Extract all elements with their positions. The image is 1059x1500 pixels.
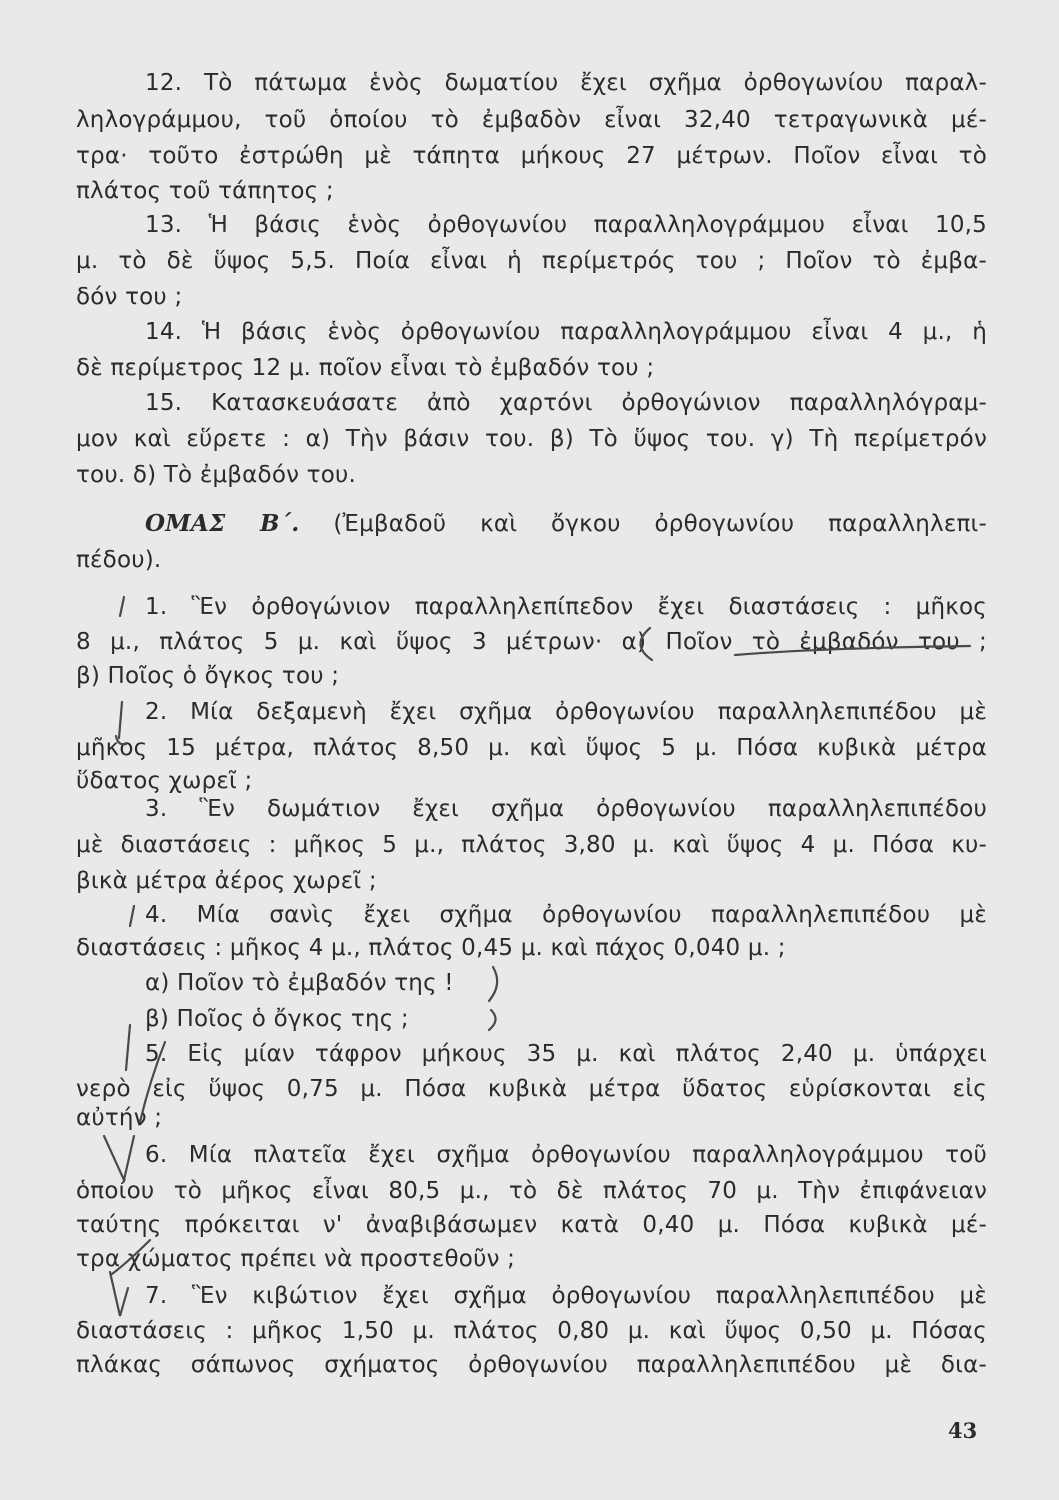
item-b2-text-1: Μία δεξαμενὴ ἔχει σχῆμα ὀρθογωνίου παραλληλεπιπέδου μὲ — [190, 699, 987, 725]
item-b3-line-2: μὲ διαστάσεις : μῆκος 5 μ., πλάτος 3,80 μ. καὶ ὕψος 4 μ. Πόσα κυ- — [76, 832, 987, 858]
item-b7-line-2: διαστάσεις : μῆκος 1,50 μ. πλάτος 0,80 μ. καὶ ὕψος 0,50 μ. Πόσας — [76, 1318, 987, 1344]
pencil-check-b6 — [104, 1136, 134, 1180]
item-12-text-1: Τὸ πάτωμα ἑνὸς δωματίου ἔχει σχῆμα ὀρθογωνίου παραλ- — [203, 70, 987, 96]
item-12-line-2: ληλογράμμου, τοῦ ὁποίου τὸ ἐμβαδὸν εἶναι 32,40 τετραγωνικὰ μέ- — [76, 107, 987, 133]
group-b-title-1: (Ἐμβαδοῦ καὶ ὄγκου ὀρθογωνίου παραλληλεπι- — [333, 511, 988, 537]
item-b1-line-3: β) Ποῖος ὁ ὄγκος του ; — [76, 663, 340, 689]
group-b-label: ΟΜΑΣ Β΄. — [145, 510, 300, 537]
item-b4-line-2: διαστάσεις : μῆκος 4 μ., πλάτος 0,45 μ. καὶ πάχος 0,040 μ. ; — [76, 935, 786, 961]
item-14-number: 14. — [145, 319, 183, 345]
item-b1-line-2: 8 μ., πλάτος 5 μ. καὶ ὕψος 3 μέτρων· α) Ποῖον τὸ ἐμβαδόν του ; — [76, 629, 987, 655]
item-b3-number: 3. — [145, 796, 168, 822]
item-15-number: 15. — [145, 390, 183, 416]
pencil-brace-b4 — [489, 967, 497, 1001]
item-14-line-2: δὲ περίμετρος 12 μ. ποῖον εἶναι τὸ ἐμβαδόν του ; — [76, 355, 655, 381]
item-b4-number: 4. — [145, 902, 168, 928]
item-b6-text-1: Μία πλατεῖα ἔχει σχῆμα ὀρθογωνίου παραλληλογράμμου τοῦ — [188, 1142, 987, 1168]
item-b2-line-3: ὕδατος χωρεῖ ; — [76, 768, 253, 794]
item-15-text-1: Κατασκευάσατε ἀπὸ χαρτόνι ὀρθογώνιον παραλληλόγραμ- — [211, 390, 988, 416]
item-15-line-3: του. δ) Τὸ ἐμβαδόν του. — [76, 462, 356, 488]
item-13-number: 13. — [145, 212, 183, 238]
item-b7-text-1: Ἓν κιβώτιον ἔχει σχῆμα ὀρθογωνίου παραλληλεπιπέδου μὲ — [191, 1283, 987, 1309]
pencil-slash-b6 — [112, 1240, 150, 1274]
item-b6-number: 6. — [145, 1142, 168, 1168]
pencil-paren-b1 — [640, 628, 652, 660]
item-b5-line-3: αὐτήν ; — [76, 1105, 163, 1131]
item-b7-number: 7. — [145, 1283, 168, 1309]
item-b4-line-4: β) Ποῖος ὁ ὄγκος της ; — [145, 1006, 409, 1032]
item-b1-text-1: Ἓν ὀρθογώνιον παραλληλεπίπεδον ἔχει διαστάσεις : μῆκος — [191, 594, 988, 620]
item-12-line-3: τρα· τοῦτο ἐστρώθη μὲ τάπητα μήκους 27 μέτρων. Ποῖον εἶναι τὸ — [76, 143, 987, 169]
pencil-check-b7 — [110, 1272, 128, 1316]
item-b6-line-3: ταύτης πρόκειται ν' ἀναβιβάσωμεν κατὰ 0,40 μ. Πόσα κυβικὰ μέ- — [76, 1212, 987, 1238]
item-12-line-4: πλάτος τοῦ τάπητος ; — [76, 178, 334, 204]
pencil-tick-b4 — [130, 906, 134, 926]
item-b5-line-2: νερὸ εἰς ὕψος 0,75 μ. Πόσα κυβικὰ μέτρα ὕδατος εὑρίσκονται εἰς — [76, 1076, 987, 1102]
group-b-heading-line-2: πέδου). — [76, 547, 162, 573]
item-b1-number: 1. — [145, 594, 168, 620]
item-b3-text-1: Ἓν δωμάτιον ἔχει σχῆμα ὀρθογωνίου παραλληλεπιπέδου — [199, 796, 987, 822]
item-13-line-3: δόν του ; — [76, 284, 183, 310]
item-b4-line-3: α) Ποῖον τὸ ἐμβαδόν της ! — [145, 970, 454, 996]
pencil-tick-b1 — [120, 597, 124, 616]
page-number: 43 — [948, 1418, 978, 1443]
pencil-tick-b2 — [116, 702, 126, 744]
pencil-underline-b1 — [735, 646, 970, 655]
item-b7-line-3: πλάκας σάπωνος σχήματος ὀρθογωνίου παραλληλεπιπέδου μὲ δια- — [76, 1352, 987, 1378]
item-b3-line-3: βικὰ μέτρα ἀέρος χωρεῖ ; — [76, 868, 377, 894]
item-15-line-2: μον καὶ εὕρετε : α) Τὴν βάσιν του. β) Τὸ ὕψος του. γ) Τὴ περίμετρόν — [76, 426, 987, 452]
item-b2-line-2: μῆκος 15 μέτρα, πλάτος 8,50 μ. καὶ ὕψος 5 μ. Πόσα κυβικὰ μέτρα — [76, 735, 987, 761]
item-b5-number: 5. — [145, 1041, 168, 1067]
pencil-brace-b4-2 — [489, 1010, 496, 1030]
item-12-number: 12. — [145, 70, 183, 96]
item-13-text-1: Ἡ βάσις ἑνὸς ὀρθογωνίου παραλληλογράμμου εἶναι 10,5 — [208, 212, 988, 238]
item-b5-text-1: Εἰς μίαν τάφρον μήκους 35 μ. καὶ πλάτος 2,40 μ. ὑπάρχει — [187, 1041, 988, 1067]
pencil-bracket-b5 — [126, 1025, 168, 1122]
item-b6-line-2: ὁποίου τὸ μῆκος εἶναι 80,5 μ., τὸ δὲ πλάτος 70 μ. Τὴν ἐπιφάνειαν — [76, 1178, 987, 1204]
item-14-text-1: Ἡ βάσις ἑνὸς ὀρθογωνίου παραλληλογράμμου εἶναι 4 μ., ἡ — [201, 319, 987, 345]
item-b4-text-1: Μία σανὶς ἔχει σχῆμα ὀρθογωνίου παραλληλεπιπέδου μὲ — [196, 902, 987, 928]
item-13-line-2: μ. τὸ δὲ ὕψος 5,5. Ποία εἶναι ἡ περίμετρός του ; Ποῖον τὸ ἐμβα- — [76, 248, 987, 274]
item-b6-line-4: τρα χώματος πρέπει νὰ προστεθοῦν ; — [76, 1246, 516, 1272]
item-b2-number: 2. — [145, 699, 168, 725]
